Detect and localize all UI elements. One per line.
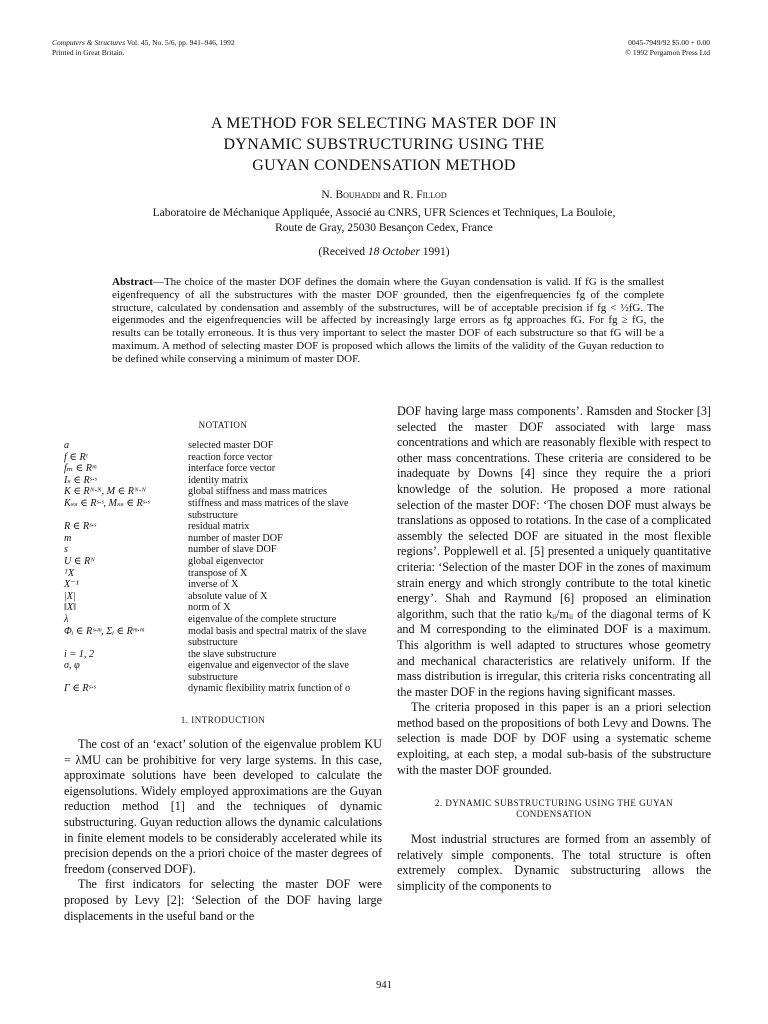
notation-row — [64, 591, 382, 603]
notation-row — [64, 683, 382, 695]
notation-row — [64, 544, 382, 556]
notation-symbol: Kₛₛ ∈ Rˢ·ˢ, Mₛₛ ∈ Rˢ·ˢ — [64, 497, 150, 509]
notation-row — [64, 521, 382, 533]
notation-symbol: Γ ∈ Rˢ·ˢ — [64, 683, 96, 695]
notation-meaning: interface force vector — [188, 463, 276, 475]
notation-meaning: number of master DOF — [188, 532, 283, 544]
notation-symbol: Φᵢ ∈ Rˢ·ᵐ, Σᵢ ∈ Rᵐ·ᵐ — [64, 625, 144, 637]
notation-meaning: transpose of X — [188, 567, 248, 579]
notation-meaning: stiffness and mass matrices of the slave substructure — [188, 497, 349, 521]
page-number: 941 — [376, 980, 392, 991]
notation-meaning: the slave substructure — [188, 648, 277, 660]
journal-name: Computers & Structures — [52, 38, 126, 47]
title-line-1: A METHOD FOR SELECTING MASTER DOF IN — [211, 115, 557, 132]
right-column — [397, 404, 711, 895]
abstract — [112, 276, 664, 366]
abstract-label: Abstract — [112, 276, 153, 288]
notation-meaning: eigenvalue of the complete structure — [188, 613, 337, 625]
notation-row — [64, 440, 382, 452]
notation-symbol: m — [64, 532, 72, 544]
notation-symbol: Iₛ ∈ Rˢ·ˢ — [64, 474, 97, 486]
notation-meaning: residual matrix — [188, 521, 250, 533]
notation-symbol: s — [64, 544, 68, 556]
notation-meaning: inverse of X — [188, 579, 239, 591]
author-list — [0, 189, 768, 201]
notation-symbol: U ∈ Rᴺ — [64, 555, 95, 567]
section-2-paragraph-1: Most industrial structures are formed from an assembly of relatively simple components. The total structure is often extremely complex. Dynamic substructuring allows the simplicity of the components to — [397, 832, 711, 894]
notation-meaning: selected master DOF — [188, 440, 274, 451]
notation-row — [64, 452, 382, 464]
notation-row — [64, 533, 382, 545]
notation-meaning: global eigenvector — [188, 555, 264, 567]
notation-symbol: i = 1, 2 — [64, 648, 95, 660]
notation-heading: NOTATION — [198, 420, 248, 430]
notation-row — [64, 626, 382, 649]
affiliation-line-2: Route de Gray, 25030 Besançon Cedex, France — [275, 222, 493, 234]
volume-info: Vol. 45, No. 5/6, pp. 941–946, 1992 — [125, 38, 235, 47]
running-header-right — [625, 38, 710, 58]
journal-citation — [52, 38, 235, 48]
title-line-2: DYNAMIC SUBSTRUCTURING USING THE — [223, 136, 545, 153]
notation-symbol: X⁻¹ — [64, 579, 79, 591]
introduction-paragraph-1: The cost of an ‘exact’ solution of the eigenvalue problem KU = λMU can be prohibitive for very large systems. In this case, approximate solutions have been developed to calculate the eigensolutions. Widely employed approximations are the Guyan reduction method [1] and the techniques of dynamic substructuring. Guyan reduction allows the dynamic calculations in finite element models to be considerably accelerated while its precision depends on the a priori choice of the master degrees of freedom (conserved DOF). — [64, 737, 382, 876]
section-1-heading: 1. INTRODUCTION — [180, 715, 266, 726]
notation-row — [64, 602, 382, 614]
notation-meaning: number of slave DOF — [188, 544, 277, 556]
notation-table — [64, 440, 382, 695]
introduction-paragraph-2: The first indicators for selecting the master DOF were proposed by Levy [2]: ‘Selection of the DOF having large displacements in the useful band or the — [64, 877, 382, 923]
issn-price: 0045-7949/92 $5.00 + 0.00 — [628, 38, 710, 47]
notation-row — [64, 498, 382, 521]
notation-row — [64, 568, 382, 580]
notation-meaning: norm of X — [188, 602, 231, 614]
notation-row — [64, 579, 382, 591]
author-2-surname: Fillod — [416, 189, 447, 201]
notation-symbol: f ∈ Rᵗ — [64, 451, 88, 463]
notation-row — [64, 556, 382, 568]
notation-meaning: global stiffness and mass matrices — [188, 486, 328, 498]
notation-meaning: absolute value of X — [188, 590, 268, 602]
copyright-notice: © 1992 Pergamon Press Ltd — [625, 48, 710, 57]
notation-meaning: reaction force vector — [188, 451, 273, 463]
left-column — [64, 420, 382, 924]
notation-row — [64, 660, 382, 683]
notation-meaning: dynamic flexibility matrix function of σ — [188, 683, 351, 695]
notation-symbol: K ∈ Rᴺ·ᴺ, M ∈ Rᴺ·ᴺ — [64, 486, 146, 498]
notation-symbol: |X| — [64, 590, 76, 602]
printed-note: Printed in Great Britain. — [52, 48, 125, 57]
notation-row — [64, 475, 382, 487]
author-1-surname: Bouhaddi — [335, 189, 381, 201]
affiliation-line-1: Laboratoire de Méchanique Appliquée, Associé au CNRS, UFR Sciences et Techniques, La Bouloie, — [152, 207, 616, 219]
section-2-heading-line-1: 2. DYNAMIC SUBSTRUCTURING USING THE GUYAN — [434, 798, 674, 809]
notation-symbol: ᵀX — [64, 567, 75, 579]
notation-meaning: identity matrix — [188, 474, 249, 486]
section-2-heading-line-2: CONDENSATION — [516, 809, 592, 820]
notation-row — [64, 463, 382, 475]
paper-title — [100, 113, 668, 176]
notation-row — [64, 486, 382, 498]
notation-meaning: modal basis and spectral matrix of the slave substructure — [188, 625, 367, 649]
author-1-initial: N. — [321, 189, 336, 201]
notation-meaning: eigenvalue and eigenvector of the slave substructure — [188, 660, 349, 683]
author-2-initial: R. — [402, 189, 417, 201]
notation-symbol: fₘ ∈ Rᵐ — [64, 463, 97, 475]
received-day-month: 18 October — [367, 246, 420, 258]
notation-symbol: λ — [64, 613, 69, 625]
notation-symbol: σ, φ — [64, 660, 80, 672]
notation-row — [64, 649, 382, 661]
notation-symbol: a — [64, 440, 70, 451]
running-header-left — [52, 38, 235, 58]
notation-symbol: ‖X‖ — [64, 602, 76, 614]
abstract-text: —The choice of the master DOF defines the domain where the Guyan condensation is valid. If fG is the smallest eigenfrequency of all the substructures with the master DOF grounded, then the eigenfrequencies fg of the complete structure, calculated by condensation and assembly of the substructures, will be of acceptable precision if fg < ½fG. The eigenmodes and the eigenfrequencies will be affected by increasingly large errors as fg approaches fG. For fg ≥ fG, the results can be totally erroneous. It is thus very important to select the master DOF of each substructure so that fG will be a maximum. A method of selecting master DOF is proposed which allows the limits of the validity of the Guyan reduction to be defined while conserving a minimum of master DOF. — [112, 276, 664, 365]
literature-review-paragraph: DOF having large mass components’. Ramsden and Stocker [3] selected the master DOF associated with large mass concentrations and which are reasonably flexible with respect to other mass concentrations. These criteria are considered to be inadequate by Downs [4] since they require the a priori knowledge of the solution. He proposed a more rational selection of the master DOF: ‘The chosen DOF must always be translations as opposed to rotations. In the case of a complicated assembly the selected DOF are situated in the most flexible regions’. Popplewell et al. [5] presented a uniquely quantitative criteria: ‘Selection of the master DOF in the zones of maximum strain energy and which strongly contribute to the total kinetic energy’. Shah and Raymund [6] proposed an elimination algorithm, such that the ratio kᵢᵢ/mᵢᵢ of the diagonal terms of K and M corresponding to the eliminated DOF is a maximum. This algorithm is well adapted to structures whose geometry and mechanical characteristics are relatively uniform. If the mass distribution is irregular, this criteria risks concentrating all the master DOF in the regions having significant masses. — [397, 404, 711, 699]
received-year: 1991) — [419, 246, 450, 258]
received-prefix: (Received — [318, 246, 368, 258]
section-2-heading — [397, 798, 711, 820]
proposed-criteria-paragraph: The criteria proposed in this paper is an a priori selection method based on the propositions of both Levy and Downs. The selection is made DOF by DOF using a systematic scheme exploiting, at each step, a modal sub-basis of the substructure with the master DOF grounded. — [397, 700, 711, 777]
notation-symbol: R ∈ Rˢ·ˢ — [64, 521, 96, 533]
author-conjunction: and — [380, 189, 403, 201]
received-date — [0, 246, 768, 258]
notation-row — [64, 614, 382, 626]
title-line-3: GUYAN CONDENSATION METHOD — [252, 157, 516, 174]
affiliation — [80, 206, 688, 236]
